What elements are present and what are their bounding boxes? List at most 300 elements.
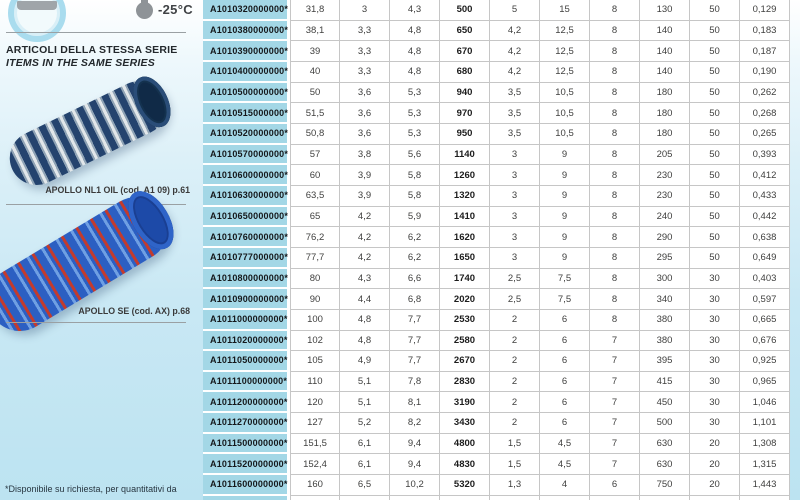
spec-cell: 0,262 — [740, 83, 790, 104]
spec-cell: 120 — [290, 392, 340, 413]
spec-cell: 6 — [540, 372, 590, 393]
spec-cell: 450 — [640, 392, 690, 413]
spec-cell: 30 — [690, 269, 740, 290]
spec-cell: 0,676 — [740, 331, 790, 352]
product-code-cell — [203, 496, 290, 500]
spec-cell: 8 — [590, 62, 640, 83]
spec-cell: 1,308 — [740, 434, 790, 455]
table-row — [203, 248, 790, 269]
spec-cell: 100 — [290, 310, 340, 331]
spec-cell: 6,2 — [390, 248, 440, 269]
spec-cell: 50 — [690, 186, 740, 207]
divider — [6, 322, 186, 323]
spec-cell: 2 — [490, 392, 540, 413]
product-code-cell: A1010400000000* — [203, 62, 290, 83]
spec-cell: 0,129 — [740, 0, 790, 21]
spec-cell: 340 — [640, 289, 690, 310]
spec-cell: 4,9 — [340, 351, 390, 372]
product-code-cell: A1011520000000* — [203, 454, 290, 475]
spec-cell: 180 — [640, 124, 690, 145]
spec-cell: 50 — [290, 83, 340, 104]
spec-cell: 4,8 — [390, 62, 440, 83]
spec-cell — [290, 496, 340, 500]
spec-cell: 2,5 — [490, 289, 540, 310]
table-row — [203, 496, 790, 500]
spec-table — [203, 0, 790, 500]
spec-cell: 5,9 — [390, 207, 440, 228]
spec-cell: 1740 — [440, 269, 490, 290]
spec-cell: 5,1 — [340, 392, 390, 413]
spec-cell: 4,3 — [340, 269, 390, 290]
spec-cell: 1,5 — [490, 454, 540, 475]
spec-cell: 3190 — [440, 392, 490, 413]
spec-cell: 8 — [590, 0, 640, 21]
hose-opening — [126, 71, 178, 134]
product-code-cell: A1010600000000* — [203, 165, 290, 186]
spec-cell — [590, 496, 640, 500]
table-row — [203, 21, 790, 42]
spec-cell: 3 — [490, 165, 540, 186]
product-code-cell: A1010390000000* — [203, 41, 290, 62]
series-title-italian: ARTICOLI DELLA STESSA SERIE — [6, 44, 178, 56]
spec-cell: 110 — [290, 372, 340, 393]
spec-cell — [390, 496, 440, 500]
table-row — [203, 207, 790, 228]
spec-cell: 3,9 — [340, 165, 390, 186]
spec-cell: 6,1 — [340, 434, 390, 455]
spec-cell: 4 — [540, 475, 590, 496]
spec-cell: 5,8 — [390, 186, 440, 207]
spec-cell: 8 — [590, 186, 640, 207]
spec-cell: 6 — [590, 475, 640, 496]
spec-cell: 1,315 — [740, 454, 790, 475]
spec-cell: 9 — [540, 227, 590, 248]
product-code-cell: A1011200000000* — [203, 392, 290, 413]
spec-cell: 9 — [540, 186, 590, 207]
spec-cell: 3,6 — [340, 124, 390, 145]
spec-cell: 50 — [690, 0, 740, 21]
spec-cell: 2 — [490, 413, 540, 434]
spec-cell: 30 — [690, 351, 740, 372]
spec-cell: 8 — [590, 83, 640, 104]
spec-cell: 2830 — [440, 372, 490, 393]
spec-cell: 3 — [490, 207, 540, 228]
product-code-cell: A1010380000000* — [203, 21, 290, 42]
spec-cell: 10,5 — [540, 83, 590, 104]
table-row — [203, 331, 790, 352]
spec-cell: 7 — [590, 392, 640, 413]
spec-cell: 8 — [590, 227, 640, 248]
spec-cell: 50 — [690, 145, 740, 166]
spec-cell: 63,5 — [290, 186, 340, 207]
spec-cell: 7 — [590, 372, 640, 393]
spec-cell: 30 — [690, 413, 740, 434]
spec-cell: 680 — [440, 62, 490, 83]
spec-cell: 7,5 — [540, 269, 590, 290]
hose-photo-apollo-nl1-oil — [0, 80, 180, 180]
spec-cell: 2580 — [440, 331, 490, 352]
spec-cell: 38,1 — [290, 21, 340, 42]
spec-cell: 9 — [540, 207, 590, 228]
spec-cell — [740, 496, 790, 500]
spec-cell: 7 — [590, 454, 640, 475]
spec-cell: 295 — [640, 248, 690, 269]
spec-cell: 500 — [640, 413, 690, 434]
spec-cell: 7,7 — [390, 310, 440, 331]
spec-cell: 0,597 — [740, 289, 790, 310]
spec-cell: 4,8 — [340, 310, 390, 331]
spec-cell: 0,412 — [740, 165, 790, 186]
product-code-cell: A1010520000000* — [203, 124, 290, 145]
spec-cell: 1,3 — [490, 475, 540, 496]
spec-cell: 0,265 — [740, 124, 790, 145]
hose-body — [1, 72, 176, 194]
spec-cell: 9,4 — [390, 434, 440, 455]
spec-cell: 0,190 — [740, 62, 790, 83]
spec-cell: 630 — [640, 454, 690, 475]
spec-cell: 20 — [690, 434, 740, 455]
spec-cell: 6,5 — [340, 475, 390, 496]
spec-cell: 105 — [290, 351, 340, 372]
spec-cell: 12,5 — [540, 21, 590, 42]
related-item-1-caption: APOLLO NL1 OIL (cod. A1 09) p.61 — [45, 185, 190, 195]
product-code-cell: A1010320000000* — [203, 0, 290, 21]
spec-cell — [690, 496, 740, 500]
spec-cell: 10,5 — [540, 124, 590, 145]
spec-cell: 4,2 — [490, 41, 540, 62]
spec-cell: 8 — [590, 310, 640, 331]
spec-cell: 6 — [540, 392, 590, 413]
spec-cell: 77,7 — [290, 248, 340, 269]
spec-cell: 2670 — [440, 351, 490, 372]
spec-cell: 7 — [590, 434, 640, 455]
hose-body — [0, 185, 180, 343]
spec-cell: 2020 — [440, 289, 490, 310]
spec-cell: 9 — [540, 145, 590, 166]
spec-cell: 8 — [590, 41, 640, 62]
product-code-cell: A1010650000000* — [203, 207, 290, 228]
spec-cell: 5,3 — [390, 83, 440, 104]
spec-cell: 50,8 — [290, 124, 340, 145]
spec-cell: 3,3 — [340, 21, 390, 42]
series-title-english: ITEMS IN THE SAME SERIES — [6, 57, 155, 69]
spec-cell: 2 — [490, 372, 540, 393]
spec-cell: 2,5 — [490, 269, 540, 290]
spec-cell: 4,2 — [340, 227, 390, 248]
spec-cell: 4,3 — [390, 0, 440, 21]
spec-cell: 50 — [690, 21, 740, 42]
spec-cell: 940 — [440, 83, 490, 104]
spec-cell: 7 — [590, 331, 640, 352]
spec-cell: 8 — [590, 124, 640, 145]
spec-cell: 3 — [490, 227, 540, 248]
spec-cell: 180 — [640, 83, 690, 104]
product-code-cell: A1010630000000* — [203, 186, 290, 207]
spec-cell: 50 — [690, 165, 740, 186]
product-code-cell: A1010900000000* — [203, 289, 290, 310]
spec-cell: 0,433 — [740, 186, 790, 207]
product-info-panel — [0, 0, 203, 500]
spec-cell: 12,5 — [540, 62, 590, 83]
spec-cell: 140 — [640, 62, 690, 83]
spec-cell: 30 — [690, 310, 740, 331]
spec-cell: 0,925 — [740, 351, 790, 372]
spec-cell: 6 — [540, 413, 590, 434]
spec-cell: 1260 — [440, 165, 490, 186]
spec-cell: 0,187 — [740, 41, 790, 62]
table-row — [203, 227, 790, 248]
spec-cell: 15 — [540, 0, 590, 21]
spec-cell: 4,2 — [340, 248, 390, 269]
spec-cell: 3 — [490, 186, 540, 207]
spec-cell: 7,8 — [390, 372, 440, 393]
spec-cell: 3,5 — [490, 124, 540, 145]
badge-band — [17, 1, 57, 10]
spec-cell: 20 — [690, 454, 740, 475]
spec-cell: 300 — [640, 269, 690, 290]
product-code-cell: A1010500000000* — [203, 83, 290, 104]
spec-cell: 5,1 — [340, 372, 390, 393]
spec-cell: 3 — [340, 0, 390, 21]
spec-cell: 4800 — [440, 434, 490, 455]
spec-cell: 3 — [490, 145, 540, 166]
spec-cell: 380 — [640, 310, 690, 331]
spec-cell: 0,268 — [740, 103, 790, 124]
spec-cell: 500 — [440, 0, 490, 21]
table-row — [203, 351, 790, 372]
spec-cell: 50 — [690, 41, 740, 62]
spec-cell: 151,5 — [290, 434, 340, 455]
spec-cell: 230 — [640, 165, 690, 186]
spec-cell: 7,5 — [540, 289, 590, 310]
spec-cell: 0,403 — [740, 269, 790, 290]
divider — [6, 32, 186, 33]
spec-cell: 3,6 — [340, 83, 390, 104]
spec-cell: 0,638 — [740, 227, 790, 248]
spec-cell: 8 — [590, 289, 640, 310]
product-code-cell: A1010777000000* — [203, 248, 290, 269]
spec-cell: 40 — [290, 62, 340, 83]
spec-cell: 140 — [640, 21, 690, 42]
spec-cell: 290 — [640, 227, 690, 248]
spec-cell: 127 — [290, 413, 340, 434]
spec-cell: 7,7 — [390, 351, 440, 372]
food-quality-badge-icon — [8, 0, 66, 42]
spec-cell: 51,5 — [290, 103, 340, 124]
spec-cell: 0,665 — [740, 310, 790, 331]
table-row — [203, 413, 790, 434]
spec-cell: 0,393 — [740, 145, 790, 166]
spec-cell: 30 — [690, 331, 740, 352]
spec-cell: 1320 — [440, 186, 490, 207]
spec-cell: 7 — [590, 413, 640, 434]
spec-cell: 8,1 — [390, 392, 440, 413]
product-code-cell: A1010515000000* — [203, 103, 290, 124]
spec-cell: 8 — [590, 103, 640, 124]
spec-cell: 7,7 — [390, 331, 440, 352]
table-row — [203, 62, 790, 83]
spec-cell: 3,5 — [490, 83, 540, 104]
product-code-cell: A1010570000000* — [203, 145, 290, 166]
spec-cell: 6,8 — [390, 289, 440, 310]
spec-cell: 205 — [640, 145, 690, 166]
spec-cell: 65 — [290, 207, 340, 228]
spec-cell: 50 — [690, 207, 740, 228]
spec-cell: 50 — [690, 248, 740, 269]
spec-cell: 3,3 — [340, 41, 390, 62]
spec-cell: 5,2 — [340, 413, 390, 434]
table-row — [203, 165, 790, 186]
spec-cell: 57 — [290, 145, 340, 166]
spec-cell: 140 — [640, 41, 690, 62]
table-row — [203, 83, 790, 104]
table-row — [203, 103, 790, 124]
spec-cell: 5,3 — [390, 103, 440, 124]
related-item-2-caption: APOLLO SE (cod. AX) p.68 — [78, 306, 190, 316]
spec-cell: 2 — [490, 351, 540, 372]
table-row — [203, 310, 790, 331]
table-row — [203, 454, 790, 475]
spec-cell: 3,5 — [490, 103, 540, 124]
spec-cell: 4,5 — [540, 434, 590, 455]
spec-cell: 4,8 — [390, 21, 440, 42]
hose-photo-apollo-se — [0, 206, 151, 310]
spec-cell: 1620 — [440, 227, 490, 248]
spec-cell: 8 — [590, 165, 640, 186]
spec-cell: 31,8 — [290, 0, 340, 21]
spec-cell: 1,046 — [740, 392, 790, 413]
spec-cell: 6 — [540, 331, 590, 352]
spec-cell — [490, 496, 540, 500]
spec-cell: 3 — [490, 248, 540, 269]
spec-cell: 5 — [490, 0, 540, 21]
spec-cell: 670 — [440, 41, 490, 62]
spec-cell: 50 — [690, 62, 740, 83]
spec-cell: 5320 — [440, 475, 490, 496]
spec-cell — [340, 496, 390, 500]
spec-cell: 0,965 — [740, 372, 790, 393]
spec-cell: 6 — [540, 310, 590, 331]
spec-cell: 9 — [540, 165, 590, 186]
product-code-cell: A1010800000000* — [203, 269, 290, 290]
thermometer-bulb-icon — [136, 2, 153, 19]
product-code-cell: A1011020000000* — [203, 331, 290, 352]
spec-cell: 750 — [640, 475, 690, 496]
table-row — [203, 392, 790, 413]
spec-cell: 4830 — [440, 454, 490, 475]
spec-cell: 12,5 — [540, 41, 590, 62]
spec-cell — [440, 496, 490, 500]
table-row — [203, 372, 790, 393]
spec-cell: 1650 — [440, 248, 490, 269]
table-row — [203, 269, 790, 290]
spec-cell: 3430 — [440, 413, 490, 434]
spec-cell: 8 — [590, 145, 640, 166]
spec-cell: 10,2 — [390, 475, 440, 496]
spec-cell: 3,9 — [340, 186, 390, 207]
spec-cell: 650 — [440, 21, 490, 42]
spec-cell: 2 — [490, 331, 540, 352]
product-code-cell: A1011270000000* — [203, 413, 290, 434]
spec-cell: 4,5 — [540, 454, 590, 475]
spec-cell: 4,2 — [490, 62, 540, 83]
spec-cell: 2 — [490, 310, 540, 331]
temperature-label: -25°C — [158, 2, 193, 17]
spec-cell: 4,8 — [340, 331, 390, 352]
spec-cell: 3,6 — [340, 103, 390, 124]
spec-cell: 950 — [440, 124, 490, 145]
spec-cell: 7 — [590, 351, 640, 372]
table-row — [203, 434, 790, 455]
spec-cell: 180 — [640, 103, 690, 124]
spec-cell: 240 — [640, 207, 690, 228]
spec-cell: 4,4 — [340, 289, 390, 310]
spec-cell: 6,6 — [390, 269, 440, 290]
spec-cell: 2530 — [440, 310, 490, 331]
spec-cell: 8 — [590, 248, 640, 269]
spec-cell: 30 — [690, 392, 740, 413]
table-row — [203, 0, 790, 21]
spec-cell: 39 — [290, 41, 340, 62]
spec-cell: 1140 — [440, 145, 490, 166]
spec-cell: 5,8 — [390, 165, 440, 186]
spec-cell: 0,649 — [740, 248, 790, 269]
spec-cell: 6,2 — [390, 227, 440, 248]
table-row — [203, 41, 790, 62]
spec-cell: 80 — [290, 269, 340, 290]
spec-cell: 160 — [290, 475, 340, 496]
table-row — [203, 289, 790, 310]
spec-cell: 8 — [590, 21, 640, 42]
spec-cell: 1,101 — [740, 413, 790, 434]
spec-cell: 970 — [440, 103, 490, 124]
spec-cell: 395 — [640, 351, 690, 372]
product-code-cell: A1011000000000* — [203, 310, 290, 331]
spec-cell: 0,183 — [740, 21, 790, 42]
spec-cell: 3,3 — [340, 62, 390, 83]
spec-cell: 9,4 — [390, 454, 440, 475]
spec-cell: 230 — [640, 186, 690, 207]
spec-cell: 30 — [690, 289, 740, 310]
spec-cell: 380 — [640, 331, 690, 352]
spec-cell: 1,443 — [740, 475, 790, 496]
spec-cell: 30 — [690, 372, 740, 393]
spec-cell: 60 — [290, 165, 340, 186]
spec-cell: 4,2 — [490, 21, 540, 42]
spec-cell: 50 — [690, 124, 740, 145]
spec-cell: 8 — [590, 269, 640, 290]
spec-cell: 152,4 — [290, 454, 340, 475]
spec-cell: 630 — [640, 434, 690, 455]
product-code-cell: A1011500000000* — [203, 434, 290, 455]
product-code-cell: A1011050000000* — [203, 351, 290, 372]
spec-cell: 6,1 — [340, 454, 390, 475]
spec-cell: 90 — [290, 289, 340, 310]
table-row — [203, 475, 790, 496]
spec-cell: 9 — [540, 248, 590, 269]
product-code-cell: A1011600000000* — [203, 475, 290, 496]
spec-cell: 8,2 — [390, 413, 440, 434]
table-row — [203, 124, 790, 145]
spec-cell: 4,2 — [340, 207, 390, 228]
product-code-cell: A1010760000000* — [203, 227, 290, 248]
spec-cell: 1,5 — [490, 434, 540, 455]
product-code-cell: A1011100000000* — [203, 372, 290, 393]
spec-cell: 5,3 — [390, 124, 440, 145]
spec-cell: 6 — [540, 351, 590, 372]
spec-cell: 102 — [290, 331, 340, 352]
spec-cell: 4,8 — [390, 41, 440, 62]
